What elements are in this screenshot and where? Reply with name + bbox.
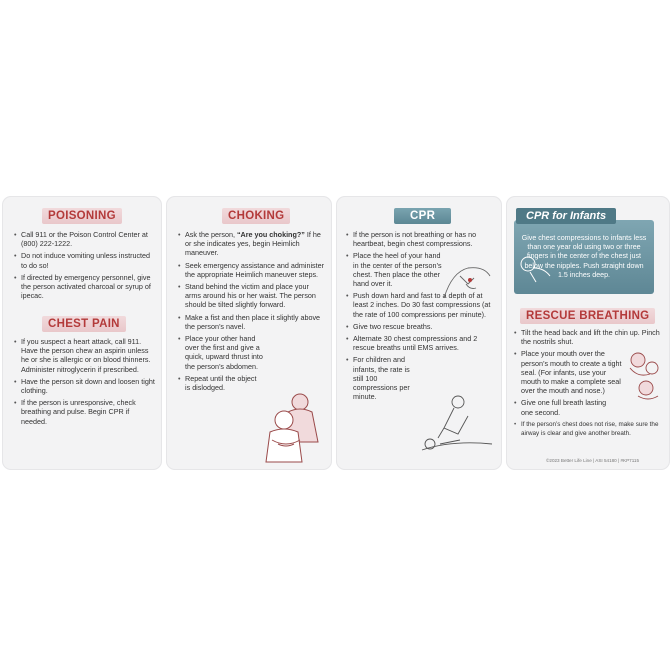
rescue-breathing-title: RESCUE BREATHING (520, 308, 655, 324)
footer-credit: ©2023 Better Life Line | ASI 54180 | #KP7115 (546, 458, 640, 463)
list-item: • If directed by emergency personnel, give the person activated charcoal or syrup of ipecac. (14, 273, 156, 301)
cpr-compression-illustration (418, 392, 498, 464)
choking-list (178, 230, 326, 395)
list-item: • If the person’s chest does not rise, make sure the airway is clear and give another breath. (514, 420, 669, 438)
panel-poisoning-chest-pain (2, 196, 162, 470)
list-item: • Repeat until the object is dislodged. (178, 374, 263, 392)
list-item: • If the person is not breathing or has no heartbeat, begin chest compressions. (346, 230, 498, 248)
list-item: • Tilt the head back and lift the chin up. Pinch the nostrils shut. (514, 328, 669, 346)
list-item: • Seek emergency assistance and administer the appropriate Heimlich maneuver steps. (178, 261, 326, 279)
list-item: • Make a fist and then place it slightly above the person’s navel. (178, 313, 326, 331)
panel-cpr (336, 196, 502, 470)
choking-question: “Are you choking?” (236, 230, 305, 239)
choking-item1-text-end: If he or she indicates yes, begin Heimlich maneuver. (185, 230, 321, 258)
infant-illustration (516, 250, 556, 286)
list-item: • Place the heel of your hand in the center of the person’s chest. Then place the other hand over it. (346, 251, 443, 288)
rescue-breathing-list (514, 328, 660, 441)
list-item: • Push down hard and fast to a depth of at least 2 inches. Do 30 fast compressions (at the rate of 100 compressions per minute). (346, 291, 498, 319)
list-item: • Call 911 or the Poison Control Center at (800) 222-1222. (14, 230, 156, 248)
list-item: • If you suspect a heart attack, call 911. Have the person chew an aspirin unless he or she is allergic or on blood thinners. Administer nitroglycerin if prescribed. (14, 337, 156, 374)
choking-title: CHOKING (222, 208, 290, 224)
heimlich-illustration (260, 388, 326, 464)
cpr-infants-text: Give chest compressions to infants less than one year old using two or three fingers in the center of the chest just below the nipples. Push straight down 1.5 inches deep. (521, 234, 647, 279)
list-item: • Stand behind the victim and place your arms around his or her waist. The person should be tilted slightly forward. (178, 282, 326, 310)
poisoning-title: POISONING (42, 208, 122, 224)
hand-placement-illustration (440, 258, 494, 304)
list-item: • Have the person sit down and loosen tight clothing. (14, 377, 156, 395)
chest-pain-title: CHEST PAIN (42, 316, 126, 332)
cpr-list (346, 230, 498, 404)
poisoning-list (14, 230, 156, 303)
cpr-title: CPR (394, 208, 451, 224)
chest-pain-list (14, 337, 156, 429)
mouth-to-mouth-illustration (624, 348, 664, 404)
list-item: • If the person is unresponsive, check breathing and pulse. Begin CPR if needed. (14, 398, 156, 426)
list-item: • Give two rescue breaths. (346, 322, 498, 331)
first-aid-card-strip (0, 196, 670, 470)
choking-item1-text: Ask the person, (185, 230, 237, 239)
list-item: • Do not induce vomiting unless instructed to do so! (14, 251, 156, 269)
panel-infant-cpr-rescue-breathing (506, 196, 670, 470)
list-item: • For children and infants, the rate is still 100 compressions per minute. (346, 355, 413, 401)
list-item (178, 230, 326, 258)
list-item: • Give one full breath lasting one second. (514, 398, 609, 416)
list-item: • Place your mouth over the person’s mouth to create a tight seal. (For infants, use your mouth to make a complete seal over the mouth and nose.) (514, 349, 626, 395)
list-item: • Alternate 30 chest compressions and 2 rescue breaths until EMS arrives. (346, 334, 498, 352)
cpr-infants-title: CPR for Infants (516, 208, 616, 224)
panel-choking (166, 196, 332, 470)
list-item: • Place your other hand over the first and give a quick, upward thrust into the person’s abdomen. (178, 334, 267, 371)
